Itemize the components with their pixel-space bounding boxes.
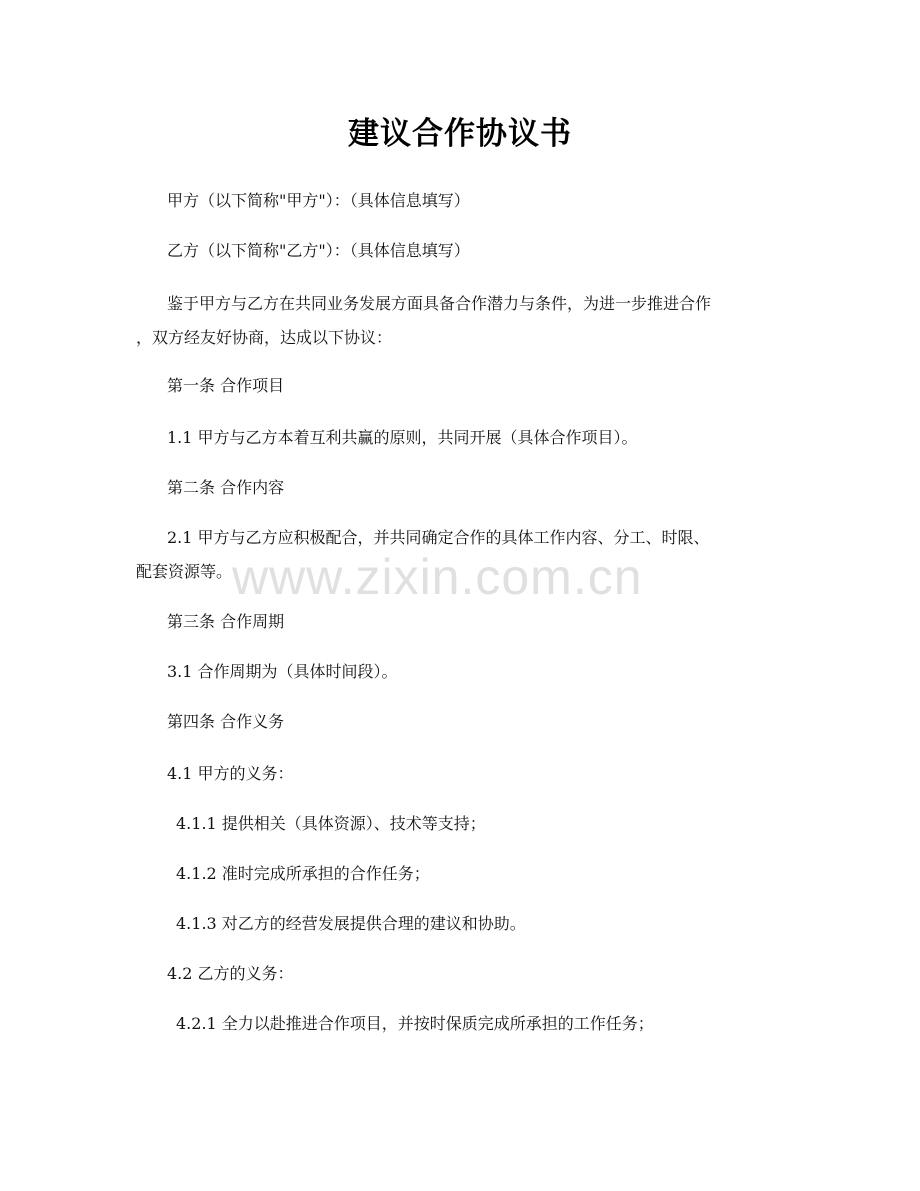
preamble-line-1: 鉴于甲方与乙方在共同业务发展方面具备合作潜力与条件，为进一步推进合作 xyxy=(167,294,712,313)
clause-2-1-line-1: 2.1 甲方与乙方应积极配合，并共同确定合作的具体工作内容、分工、时限、 xyxy=(167,528,710,547)
clause-1-1: 1.1 甲方与乙方本着互利共赢的原则，共同开展（具体合作项目）。 xyxy=(167,428,638,447)
clause-4-1-2: 4.1.2 准时完成所承担的合作任务； xyxy=(176,864,430,883)
preamble-line-2: ，双方经友好协商，达成以下协议： xyxy=(136,328,393,347)
article-1-heading: 第一条 合作项目 xyxy=(167,376,285,395)
party-a-line: 甲方（以下简称"甲方"）：（具体信息填写） xyxy=(167,191,470,210)
clause-4-1-1: 4.1.1 提供相关（具体资源）、技术等支持； xyxy=(176,814,486,833)
clause-4-1: 4.1 甲方的义务： xyxy=(167,764,294,783)
article-3-heading: 第三条 合作周期 xyxy=(167,612,285,631)
clause-4-2: 4.2 乙方的义务： xyxy=(167,964,294,983)
clause-3-1: 3.1 合作周期为（具体时间段）。 xyxy=(167,662,398,681)
clause-4-1-3: 4.1.3 对乙方的经营发展提供合理的建议和协助。 xyxy=(176,914,526,933)
article-2-heading: 第二条 合作内容 xyxy=(167,478,285,497)
document-title: 建议合作协议书 xyxy=(348,116,572,152)
watermark-text: www.zixin.com.cn xyxy=(232,549,643,605)
clause-4-2-1: 4.2.1 全力以赴推进合作项目，并按时保质完成所承担的工作任务； xyxy=(176,1014,654,1033)
clause-2-1-line-2: 配套资源等。 xyxy=(136,562,233,581)
party-b-line: 乙方（以下简称"乙方"）：（具体信息填写） xyxy=(167,241,470,260)
article-4-heading: 第四条 合作义务 xyxy=(167,712,285,731)
